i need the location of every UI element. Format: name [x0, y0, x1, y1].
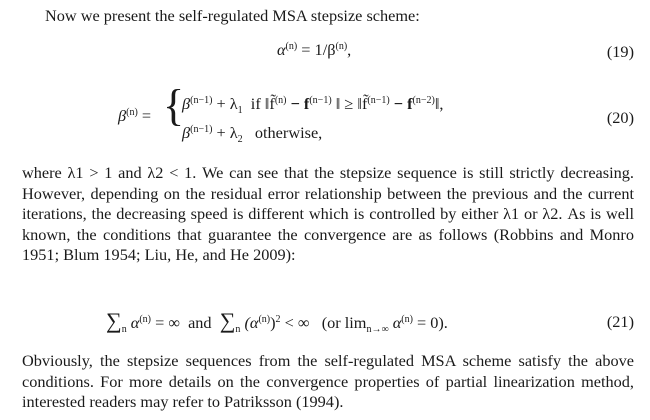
paper-page: Now we present the self-regulated MSA stepsize scheme: $\alpha^{(n)} = 1/\beta^{(n)}$, (19) $\beta^{(n)}$ = { $\beta^{(n-1)} + \lambda_1$ if ‖f̃$^{(n)}$ − $f^{(n-1)}$ ‖ ≥ ‖f̃$^{(n-1)}$ − $f^{(n-2)}‖$, $\beta^{(n-1)} + \lambda_2$ otherwise, (20) where λ1 > 1 and λ2 < 1. We can see that the stepsize sequence is still strictly decreasing. However, depending on the residual error relationship between the previous and the current iterations, the decreasing speed is different which is controlled by either λ1 or λ2. As is well known, the conditions that guarantee the convergence are as follows (Robbins and Monro 1951; Blum 1954; Liu, He, and He 2009): $\sum_n$ $\alpha^{(n)}$ = ∞ and $\sum_n$ $(\alpha^{(n)})^2$ < ∞ (or $\lim_{n\to\infty} \alpha^{(n)} = 0$). (21) Obviously, the stepsize sequences from the self-regulated MSA scheme satisfy the above conditions. For more details on the convergence properties of partial linearization method, interested readers may refer to Patriksson (1994).	[22, 6, 634, 412]
paragraph-2: Obviously, the stepsize sequences from the self-regulated MSA scheme satisfy the above conditions. For more details on the convergence properties of partial linearization method, interested readers may refer to Patriksson (1994).	[22, 351, 634, 412]
equation-20-case-1: $\beta^{(n-1)} + \lambda_1$ if ‖f̃$^{(n)}$ − $f^{(n-1)}$ ‖ ≥ ‖f̃$^{(n-1)}$ − $f^{(n-2)}‖$,	[182, 94, 444, 116]
equation-20-number: (20)	[606, 108, 634, 127]
equation-20-lhs: $\beta^{(n)}$ =	[118, 106, 152, 125]
equation-21: $\sum_n$ $\alpha^{(n)}$ = ∞ and $\sum_n$ $(\alpha^{(n)})^2$ < ∞ (or $\lim_{n\to\infty} \alpha^{(n)} = 0$).	[106, 308, 448, 335]
equation-19: $\alpha^{(n)} = 1/\beta^{(n)}$,	[277, 40, 352, 59]
equation-20-case-2: $\beta^{(n-1)} + \lambda_2$ otherwise,	[182, 123, 323, 145]
equation-21-number: (21)	[606, 312, 634, 331]
paragraph-1: where λ1 > 1 and λ2 < 1. We can see that the stepsize sequence is still strictly decreasing. However, depending on the residual error relationship between the previous and the current iterations, the decreasing speed is different which is controlled by either λ1 or λ2. As is well known, the conditions that guarantee the convergence are as follows (Robbins and Monro 1951; Blum 1954; Liu, He, and He 2009):	[22, 163, 634, 265]
equation-19-number: (19)	[606, 42, 634, 61]
intro-sentence: Now we present the self-regulated MSA stepsize scheme:	[45, 6, 420, 25]
